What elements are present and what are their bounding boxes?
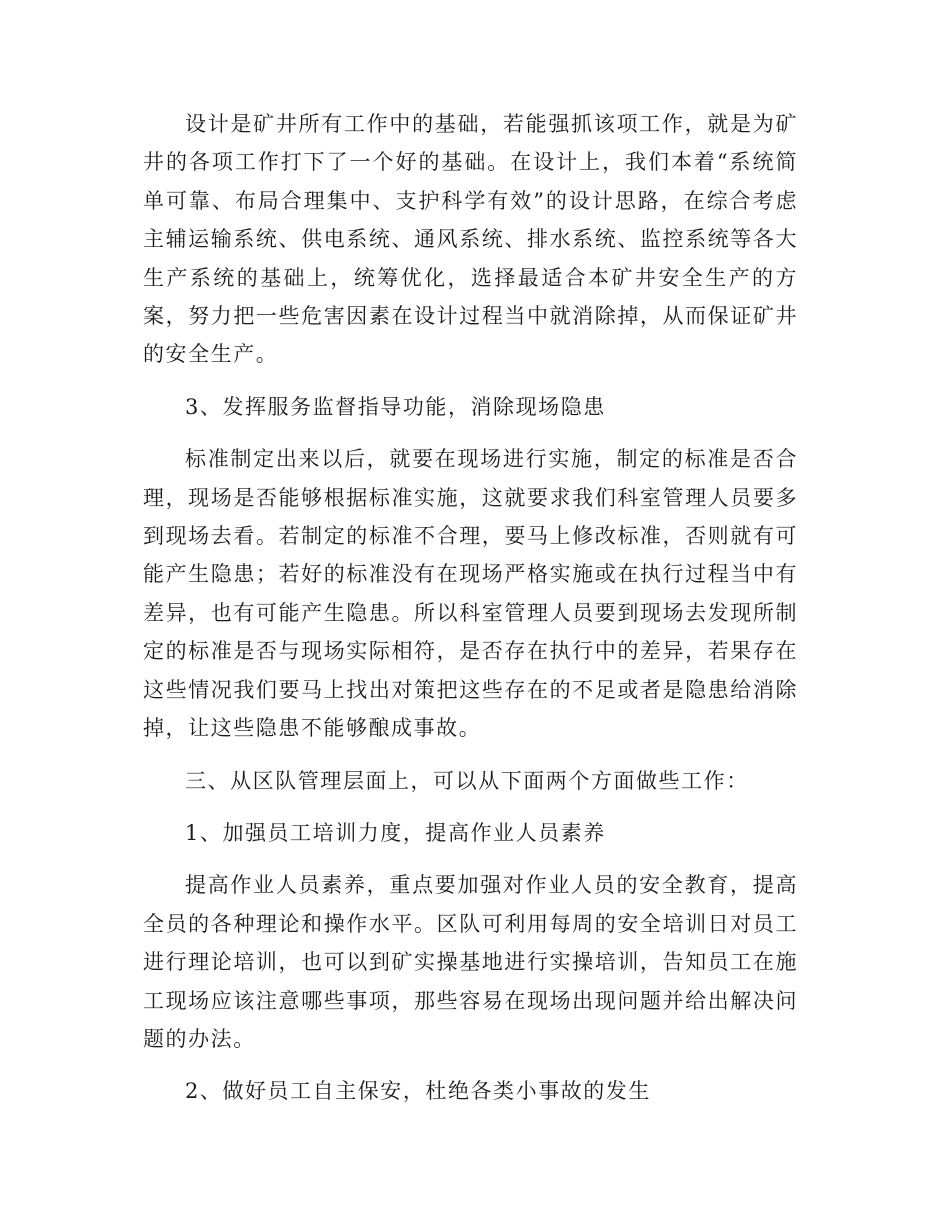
paragraph-gap: [143, 800, 798, 814]
paragraph-design-basis: 设计是矿井所有工作中的基础，若能强抓该项工作，就是为矿井的各项工作打下了一个好的基础。在设计上，我们本着“系统简单可靠、布局合理集中、支护科学有效”的设计思路，在综合考虑主辅运输系统、供电系统、通风系统、排水系统、监控系统等各大生产系统的基础上，统筹优化，选择最适合本矿井安全生产的方案，努力把一些危害因素在设计过程当中就消除掉，从而保证矿井的安全生产。: [143, 112, 798, 367]
paragraph-gap: [143, 426, 798, 440]
paragraph-standards-implementation: 标准制定出来以后，就要在现场进行实施，制定的标准是否合理，现场是否能够根据标准实施，这就要求我们科室管理人员要多到现场去看。若制定的标准不合理，要马上修改标准，否则就有可能产生隐患；若好的标准没有在现场严格实施或在执行过程当中有差异，也有可能产生隐患。所以科室管理人员要到现场去发现所制定的标准是否与现场实际相符，是否存在执行中的差异，若果存在这些情况我们要马上找出对策把这些存在的不足或者是隐患给消除掉，让这些隐患不能够酿成事故。: [143, 447, 798, 741]
paragraph-gap: [143, 852, 798, 866]
paragraph-gap: [143, 374, 798, 388]
paragraph-training: 提高作业人员素养，重点要加强对作业人员的安全教育，提高全员的各种理论和操作水平。区队可利用每周的安全培训日对员工进行理论培训，也可以到矿实操基地进行实操培训，告知员工在施工现场应该注意哪些事项，那些容易在现场出现问题并给出解决问题的办法。: [143, 873, 798, 1051]
section-heading-team-management: 三、从区队管理层面上，可以从下面两个方面做些工作：: [185, 768, 749, 793]
paragraph-gap: [143, 1058, 798, 1072]
document-page: [143, 105, 798, 1111]
section-heading-3: 3、发挥服务监督指导功能，消除现场隐患: [185, 394, 606, 419]
section-heading-2-self-safety: 2、做好员工自主保安，杜绝各类小事故的发生: [185, 1079, 651, 1104]
section-heading-1-training: 1、加强员工培训力度，提高作业人员素养: [185, 820, 606, 845]
paragraph-gap: [143, 748, 798, 762]
